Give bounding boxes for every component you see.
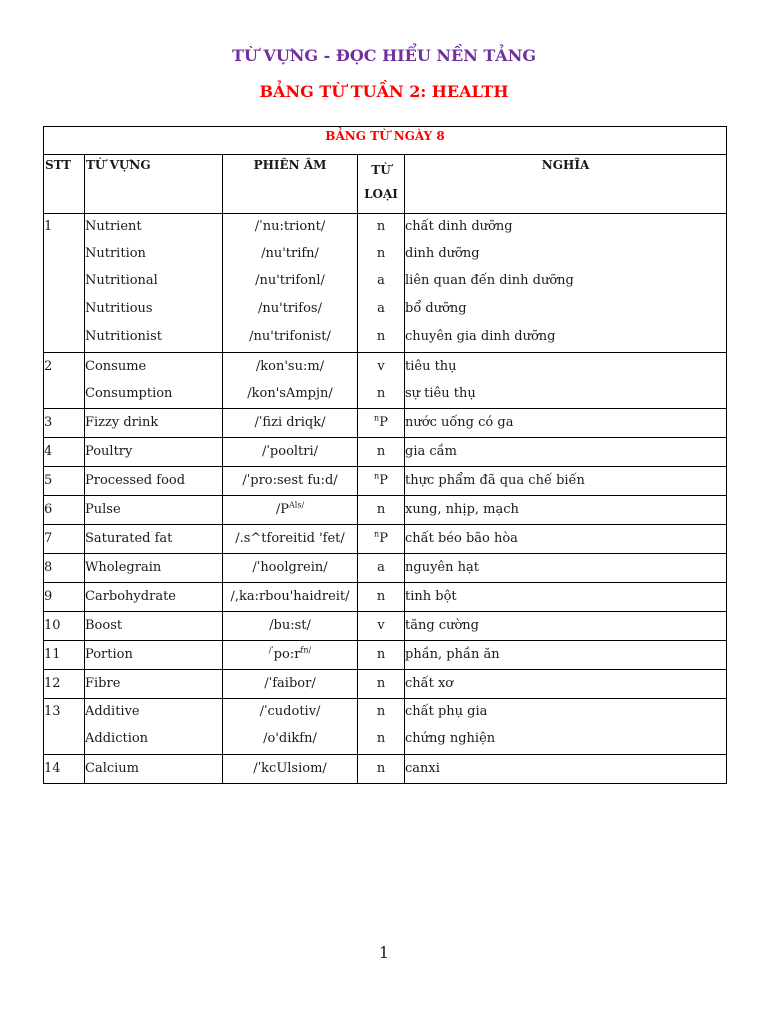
cell-word bbox=[85, 699, 223, 755]
vocab-pos: a bbox=[377, 560, 385, 575]
vocab-pos: n bbox=[376, 731, 386, 746]
cell-word bbox=[85, 525, 223, 554]
cell-part-of-speech bbox=[358, 699, 405, 755]
cell-stt bbox=[44, 438, 85, 467]
cell-word bbox=[85, 467, 223, 496]
vocab-word: Nutritious bbox=[85, 301, 153, 316]
table-row bbox=[44, 525, 727, 554]
vocab-meaning: tăng cường bbox=[405, 618, 479, 633]
vocab-ipa: /nu'trifn/ bbox=[261, 246, 319, 261]
vocab-word: Nutrient bbox=[85, 219, 142, 234]
cell-word bbox=[85, 438, 223, 467]
cell-word bbox=[85, 496, 223, 525]
cell-part-of-speech bbox=[358, 438, 405, 467]
cell-meaning bbox=[405, 755, 727, 784]
vocab-pos: n bbox=[376, 329, 386, 344]
vocab-ipa: /o'dikfn/ bbox=[263, 731, 317, 746]
cell-stt bbox=[44, 353, 85, 409]
header-part-of-speech bbox=[358, 155, 405, 214]
vocab-word: Poultry bbox=[85, 444, 133, 459]
cell-part-of-speech bbox=[358, 467, 405, 496]
cell-meaning bbox=[405, 612, 727, 641]
cell-ipa bbox=[223, 467, 358, 496]
vocab-meaning: nguyên hạt bbox=[405, 560, 479, 575]
page-number: 1 bbox=[378, 943, 390, 962]
cell-meaning bbox=[405, 583, 727, 612]
vocab-meaning: nước uống có ga bbox=[405, 415, 514, 430]
cell-part-of-speech bbox=[358, 353, 405, 409]
table-row bbox=[44, 214, 727, 353]
vocab-meaning: chuyên gia dinh dưỡng bbox=[405, 329, 556, 344]
cell-part-of-speech bbox=[358, 496, 405, 525]
vocab-meaning: chất xơ bbox=[405, 676, 454, 691]
cell-meaning bbox=[405, 496, 727, 525]
cell-meaning bbox=[405, 353, 727, 409]
cell-word bbox=[85, 214, 223, 353]
vocab-pos: $^n$P bbox=[374, 413, 388, 430]
cell-part-of-speech bbox=[358, 214, 405, 353]
vocab-word: Nutritional bbox=[85, 273, 158, 288]
vocab-ipa: /nu'trifonl/ bbox=[255, 273, 325, 288]
vocab-word: Consume bbox=[85, 359, 147, 374]
table-row bbox=[44, 612, 727, 641]
vocab-word: Nutrition bbox=[85, 246, 146, 261]
vocab-pos: n bbox=[376, 219, 386, 234]
header-word: TỪ VỰNG bbox=[85, 155, 223, 214]
cell-part-of-speech bbox=[358, 525, 405, 554]
vocab-word: Consumption bbox=[85, 386, 173, 401]
vocab-word: Pulse bbox=[85, 502, 121, 517]
table-row bbox=[44, 641, 727, 670]
vocab-ipa: $^{/ˈ}po:r^{fn/}$ bbox=[268, 645, 312, 662]
vocab-pos: a bbox=[377, 301, 385, 316]
vocabulary-table bbox=[43, 126, 727, 784]
vocab-meaning: chất dinh dưỡng bbox=[405, 219, 513, 234]
vocab-meaning: tiêu thụ bbox=[405, 359, 457, 374]
cell-part-of-speech bbox=[358, 670, 405, 699]
vocab-ipa: $/P^{Als/}$ bbox=[275, 500, 305, 517]
header-meaning: NGHĨA bbox=[405, 155, 727, 214]
table-row bbox=[44, 467, 727, 496]
vocab-word: Carbohydrate bbox=[85, 589, 176, 604]
vocab-pos: n bbox=[376, 676, 386, 691]
cell-stt bbox=[44, 214, 85, 353]
vocab-pos: $^n$P bbox=[374, 529, 388, 546]
row-number: 9 bbox=[44, 589, 53, 604]
header-pos-line1: TỪ bbox=[371, 163, 391, 177]
table-row bbox=[44, 409, 727, 438]
cell-word bbox=[85, 755, 223, 784]
cell-meaning bbox=[405, 438, 727, 467]
cell-ipa bbox=[223, 496, 358, 525]
vocab-ipa: /nu'trifonist/ bbox=[249, 329, 331, 344]
cell-meaning bbox=[405, 554, 727, 583]
table-header-row bbox=[44, 155, 727, 214]
vocab-ipa: /,ka:rbou'haidreit/ bbox=[230, 589, 350, 604]
vocab-meaning: gia cầm bbox=[405, 444, 457, 459]
vocab-meaning: bổ dưỡng bbox=[405, 301, 467, 316]
cell-part-of-speech bbox=[358, 409, 405, 438]
vocab-ipa: /ˈfizi driqk/ bbox=[254, 415, 326, 430]
cell-meaning bbox=[405, 525, 727, 554]
cell-ipa bbox=[223, 641, 358, 670]
cell-meaning bbox=[405, 670, 727, 699]
vocab-pos: a bbox=[377, 273, 385, 288]
table-row bbox=[44, 353, 727, 409]
cell-word bbox=[85, 670, 223, 699]
vocab-word: Portion bbox=[85, 647, 133, 662]
vocab-ipa: /kon'sAmpjn/ bbox=[247, 386, 333, 401]
vocab-word: Boost bbox=[85, 618, 123, 633]
row-number: 12 bbox=[44, 676, 61, 691]
vocab-ipa: /bu:st/ bbox=[269, 618, 311, 633]
cell-ipa bbox=[223, 353, 358, 409]
row-number: 7 bbox=[44, 531, 53, 546]
vocab-meaning: liên quan đến dinh dưỡng bbox=[405, 273, 574, 288]
vocab-word: Saturated fat bbox=[85, 531, 173, 546]
vocab-meaning: chất béo bão hòa bbox=[405, 531, 518, 546]
vocab-meaning: phần, phần ăn bbox=[405, 647, 500, 662]
cell-part-of-speech bbox=[358, 641, 405, 670]
cell-stt bbox=[44, 583, 85, 612]
vocab-meaning: thực phẩm đã qua chế biến bbox=[405, 473, 585, 488]
vocab-pos: n bbox=[376, 246, 386, 261]
vocab-meaning: xung, nhịp, mạch bbox=[405, 502, 519, 517]
vocab-pos: v bbox=[377, 359, 385, 374]
vocab-word: Fizzy drink bbox=[85, 415, 159, 430]
vocab-ipa: /ˈkcUlsiom/ bbox=[253, 761, 327, 776]
vocab-ipa: /ˈnu:triont/ bbox=[254, 219, 326, 234]
header-pos-line2: LOẠI bbox=[364, 187, 398, 201]
cell-stt bbox=[44, 525, 85, 554]
vocab-word: Processed food bbox=[85, 473, 186, 488]
cell-ipa bbox=[223, 755, 358, 784]
cell-word bbox=[85, 641, 223, 670]
cell-stt bbox=[44, 467, 85, 496]
cell-word bbox=[85, 612, 223, 641]
vocab-ipa: /nu'trifos/ bbox=[258, 301, 322, 316]
cell-word bbox=[85, 353, 223, 409]
vocab-meaning: chất phụ gia bbox=[405, 704, 488, 719]
cell-word bbox=[85, 583, 223, 612]
vocab-meaning: chứng nghiện bbox=[405, 731, 496, 746]
row-number: 4 bbox=[44, 444, 53, 459]
cell-meaning bbox=[405, 467, 727, 496]
table-row bbox=[44, 670, 727, 699]
vocab-pos: v bbox=[377, 618, 385, 633]
vocab-word: Additive bbox=[85, 704, 140, 719]
cell-part-of-speech bbox=[358, 755, 405, 784]
cell-ipa bbox=[223, 214, 358, 353]
vocab-ipa: /ˈpro:sest fu:d/ bbox=[242, 473, 338, 488]
header-stt: STT bbox=[44, 155, 85, 214]
vocab-ipa: /ˈpooltri/ bbox=[261, 444, 319, 459]
cell-meaning bbox=[405, 214, 727, 353]
cell-word bbox=[85, 409, 223, 438]
table-row bbox=[44, 438, 727, 467]
cell-meaning bbox=[405, 641, 727, 670]
vocab-ipa: /ˈfaibor/ bbox=[264, 676, 316, 691]
document-title: TỪ VỰNG - ĐỌC HIỂU NỀN TẢNG bbox=[231, 46, 537, 65]
table-row bbox=[44, 583, 727, 612]
cell-ipa bbox=[223, 554, 358, 583]
table-row bbox=[44, 755, 727, 784]
table-row bbox=[44, 699, 727, 755]
row-number: 13 bbox=[44, 704, 61, 719]
vocab-pos: n bbox=[376, 502, 386, 517]
table-caption: BẢNG TỪ NGÀY 8 bbox=[44, 127, 727, 155]
cell-stt bbox=[44, 755, 85, 784]
cell-stt bbox=[44, 641, 85, 670]
vocab-pos: n bbox=[376, 761, 386, 776]
row-number: 11 bbox=[44, 647, 61, 662]
vocab-meaning: tinh bột bbox=[405, 589, 457, 604]
vocab-word: Nutritionist bbox=[85, 329, 162, 344]
vocab-word: Calcium bbox=[85, 761, 139, 776]
cell-stt bbox=[44, 409, 85, 438]
vocab-word: Wholegrain bbox=[85, 560, 162, 575]
vocab-pos: n bbox=[376, 386, 386, 401]
vocab-pos: n bbox=[376, 704, 386, 719]
row-number: 1 bbox=[44, 219, 53, 234]
row-number: 10 bbox=[44, 618, 61, 633]
row-number: 14 bbox=[44, 761, 61, 776]
cell-stt bbox=[44, 670, 85, 699]
cell-part-of-speech bbox=[358, 583, 405, 612]
vocab-meaning: canxi bbox=[405, 761, 440, 776]
vocab-pos: n bbox=[376, 444, 386, 459]
table-row bbox=[44, 554, 727, 583]
vocab-pos: n bbox=[376, 647, 386, 662]
row-number: 3 bbox=[44, 415, 53, 430]
cell-meaning bbox=[405, 409, 727, 438]
cell-word bbox=[85, 554, 223, 583]
row-number: 8 bbox=[44, 560, 53, 575]
table-row bbox=[44, 496, 727, 525]
vocab-ipa: /kon'su:m/ bbox=[255, 359, 325, 374]
vocab-word: Addiction bbox=[85, 731, 149, 746]
cell-ipa bbox=[223, 699, 358, 755]
cell-part-of-speech bbox=[358, 554, 405, 583]
vocab-pos: n bbox=[376, 589, 386, 604]
cell-ipa bbox=[223, 583, 358, 612]
row-number: 2 bbox=[44, 359, 53, 374]
cell-ipa bbox=[223, 525, 358, 554]
cell-stt bbox=[44, 496, 85, 525]
header-ipa: PHIÊN ÂM bbox=[223, 155, 358, 214]
cell-ipa bbox=[223, 438, 358, 467]
cell-ipa bbox=[223, 670, 358, 699]
cell-stt bbox=[44, 699, 85, 755]
cell-stt bbox=[44, 554, 85, 583]
vocab-meaning: sự tiêu thụ bbox=[405, 386, 476, 401]
document-subtitle: BẢNG TỪ TUẦN 2: HEALTH bbox=[259, 82, 509, 101]
vocab-ipa: /.s^tforeitid 'fet/ bbox=[235, 531, 345, 546]
vocab-pos: $^n$P bbox=[374, 471, 388, 488]
cell-stt bbox=[44, 612, 85, 641]
vocab-ipa: /ˈcudotiv/ bbox=[259, 704, 321, 719]
cell-ipa bbox=[223, 409, 358, 438]
vocab-meaning: dinh dưỡng bbox=[405, 246, 480, 261]
vocab-word: Fibre bbox=[85, 676, 121, 691]
vocab-ipa: /ˈhoolgrein/ bbox=[252, 560, 328, 575]
row-number: 5 bbox=[44, 473, 53, 488]
cell-meaning bbox=[405, 699, 727, 755]
cell-ipa bbox=[223, 612, 358, 641]
row-number: 6 bbox=[44, 502, 53, 517]
cell-part-of-speech bbox=[358, 612, 405, 641]
